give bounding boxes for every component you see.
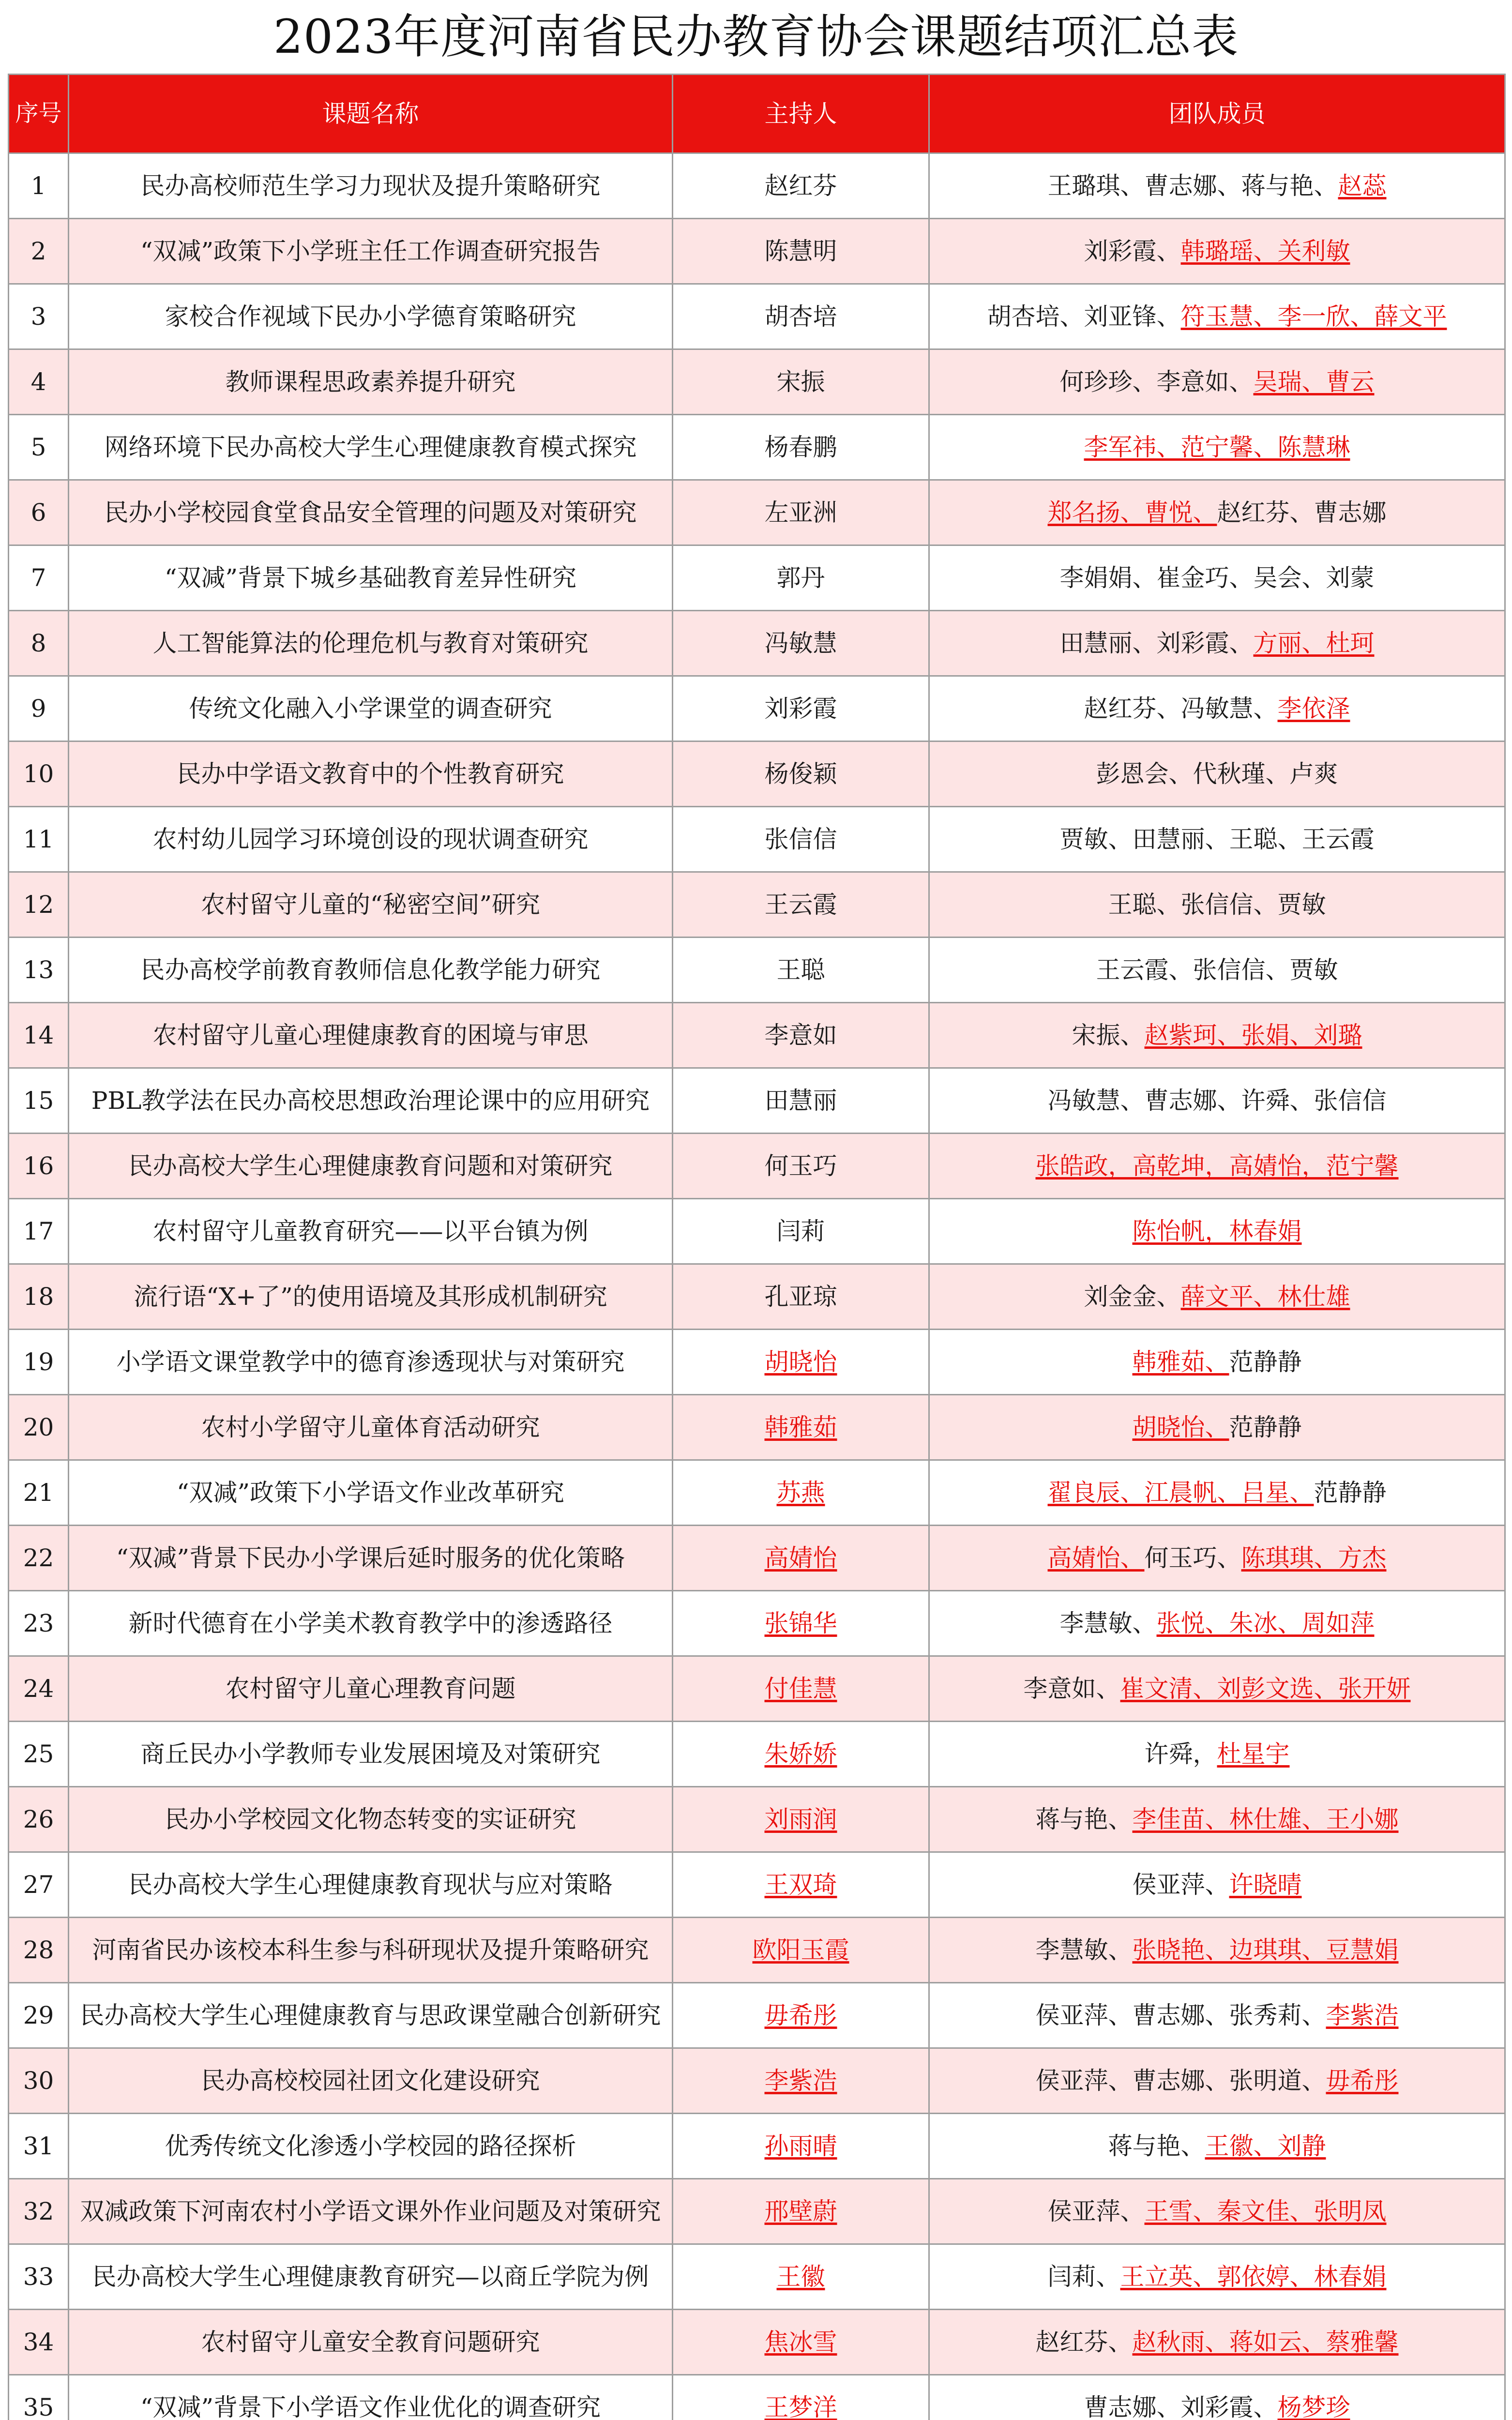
member-link[interactable]: 胡晓怡、 (1132, 1413, 1229, 1441)
member-text: 李意如、 (1023, 1675, 1120, 1703)
row-members (929, 1199, 1505, 1264)
host-name[interactable]: 毋希彤 (764, 2001, 837, 2029)
row-members (929, 1460, 1505, 1526)
row-index: 32 (9, 2179, 69, 2244)
row-topic: 新时代德育在小学美术教育教学中的渗透路径 (69, 1591, 673, 1656)
row-index: 29 (9, 1983, 69, 2048)
row-index: 1 (9, 153, 69, 219)
host-name[interactable]: 王徽 (776, 2263, 825, 2291)
member-link[interactable]: 高婧怡、 (1047, 1544, 1145, 1572)
row-members (929, 2244, 1505, 2310)
member-text: 李慧敏、 (1059, 1609, 1157, 1637)
member-link[interactable]: 赵蕊 (1338, 172, 1387, 200)
row-topic: 传统文化融入小学课堂的调查研究 (69, 676, 673, 741)
row-host (673, 1003, 929, 1068)
row-members (929, 1852, 1505, 1918)
member-link[interactable]: 崔文清、刘彭文选、张开妍 (1120, 1675, 1411, 1703)
table-row (9, 676, 1505, 741)
row-index: 20 (9, 1395, 69, 1460)
host-name[interactable]: 王梦洋 (764, 2393, 837, 2420)
row-members (929, 153, 1505, 219)
row-topic: 民办高校校园社团文化建设研究 (69, 2048, 673, 2114)
row-members (929, 2375, 1505, 2420)
row-topic: 农村留守儿童安全教育问题研究 (69, 2310, 673, 2375)
table-row (9, 2048, 1505, 2114)
row-index: 28 (9, 1918, 69, 1983)
row-members (929, 545, 1505, 611)
member-text: 冯敏慧、曹志娜、许舜、张信信 (1047, 1087, 1387, 1115)
row-index: 19 (9, 1330, 69, 1395)
summary-sheet (8, 0, 1504, 2420)
member-link[interactable]: 郑名扬、曹悦、 (1047, 499, 1217, 527)
row-index: 16 (9, 1134, 69, 1199)
row-topic: 民办高校大学生心理健康教育现状与应对策略 (69, 1852, 673, 1918)
member-text: 侯亚萍、 (1132, 1871, 1229, 1899)
host-name[interactable]: 韩雅茹 (764, 1413, 837, 1441)
member-text: 闫莉、 (1047, 2263, 1120, 2291)
row-members (929, 1591, 1505, 1656)
row-host[interactable] (673, 2048, 929, 2114)
row-topic: 民办高校师范生学习力现状及提升策略研究 (69, 153, 673, 219)
table-row (9, 1983, 1505, 2048)
member-text: 侯亚萍、曹志娜、张秀莉、 (1035, 2001, 1326, 2029)
host-name: 郭丹 (776, 564, 825, 592)
row-index: 3 (9, 284, 69, 349)
table-row (9, 1460, 1505, 1526)
member-text: 王云霞、张信信、贾敏 (1096, 956, 1338, 984)
row-topic: 民办小学校园文化物态转变的实证研究 (69, 1787, 673, 1852)
row-members (929, 807, 1505, 872)
row-topic: 家校合作视域下民办小学德育策略研究 (69, 284, 673, 349)
member-text: 李娟娟、崔金巧、吴会、刘蒙 (1059, 564, 1375, 592)
member-link[interactable]: 王徽、刘静 (1205, 2132, 1326, 2160)
table-body (9, 153, 1505, 2420)
row-host (673, 284, 929, 349)
member-link[interactable]: 陈怡帆，林春娟 (1132, 1217, 1302, 1245)
row-index: 26 (9, 1787, 69, 1852)
member-text: 王聪、张信信、贾敏 (1108, 891, 1326, 919)
member-text: 范静静 (1229, 1348, 1302, 1376)
row-members (929, 2179, 1505, 2244)
host-name: 杨俊颖 (764, 760, 837, 788)
host-name[interactable]: 苏燕 (776, 1479, 825, 1507)
row-host[interactable] (673, 1656, 929, 1722)
row-host (673, 415, 929, 480)
row-host[interactable] (673, 2114, 929, 2179)
row-host[interactable] (673, 2244, 929, 2310)
row-index: 13 (9, 938, 69, 1003)
row-host[interactable] (673, 2179, 929, 2244)
member-text: 何珍珍、李意如、 (1059, 368, 1254, 396)
member-link[interactable]: 李依泽 (1277, 695, 1350, 723)
row-members (929, 284, 1505, 349)
row-index: 34 (9, 2310, 69, 2375)
row-index: 17 (9, 1199, 69, 1264)
row-topic: 双减政策下河南农村小学语文课外作业问题及对策研究 (69, 2179, 673, 2244)
member-link[interactable]: 张悦、朱冰、周如萍 (1156, 1609, 1375, 1637)
host-name: 宋振 (776, 368, 825, 396)
member-link[interactable]: 赵紫珂、张娟、刘璐 (1144, 1021, 1362, 1049)
table-row (9, 1134, 1505, 1199)
host-name: 陈慧明 (764, 237, 837, 265)
row-members (929, 741, 1505, 807)
row-host (673, 1199, 929, 1264)
member-text: 何玉巧、 (1144, 1544, 1241, 1572)
row-host (673, 676, 929, 741)
row-host[interactable] (673, 2310, 929, 2375)
row-topic: 商丘民办小学教师专业发展困境及对策研究 (69, 1722, 673, 1787)
table-row (9, 2179, 1505, 2244)
table-row (9, 2244, 1505, 2310)
row-index: 11 (9, 807, 69, 872)
row-members (929, 1918, 1505, 1983)
member-text: 胡杏培、刘亚锋、 (987, 302, 1181, 331)
row-host (673, 153, 929, 219)
row-members (929, 611, 1505, 676)
row-members (929, 938, 1505, 1003)
host-name[interactable]: 焦冰雪 (764, 2328, 837, 2356)
row-members (929, 872, 1505, 938)
row-topic: “双减”背景下民办小学课后延时服务的优化策略 (69, 1526, 673, 1591)
member-text: 曹志娜、刘彩霞、 (1084, 2393, 1278, 2420)
header-host: 主持人 (673, 75, 929, 153)
member-link[interactable]: 符玉慧、李一欣、薛文平 (1180, 302, 1447, 331)
row-index: 25 (9, 1722, 69, 1787)
row-topic: 网络环境下民办高校大学生心理健康教育模式探究 (69, 415, 673, 480)
row-members (929, 1526, 1505, 1591)
member-link[interactable]: 陈琪琪、方杰 (1241, 1544, 1387, 1572)
member-text: 范静静 (1314, 1479, 1387, 1507)
row-topic: 农村留守儿童心理教育问题 (69, 1656, 673, 1722)
row-index: 22 (9, 1526, 69, 1591)
row-topic: 小学语文课堂教学中的德育渗透现状与对策研究 (69, 1330, 673, 1395)
project-table (8, 74, 1506, 2420)
row-topic: 民办中学语文教育中的个性教育研究 (69, 741, 673, 807)
header-topic: 课题名称 (69, 75, 673, 153)
row-host (673, 1068, 929, 1134)
row-index: 27 (9, 1852, 69, 1918)
row-host (673, 938, 929, 1003)
row-members (929, 1395, 1505, 1460)
member-text: 刘彩霞、 (1084, 237, 1181, 265)
row-members (929, 1003, 1505, 1068)
host-name: 杨春鹏 (764, 433, 837, 461)
table-row (9, 2114, 1505, 2179)
member-link[interactable]: 韩雅茹、 (1132, 1348, 1229, 1376)
member-link[interactable]: 李佳苗、林仕雄、王小娜 (1132, 1805, 1399, 1833)
table-row (9, 153, 1505, 219)
table-row (9, 1656, 1505, 1722)
table-row (9, 1395, 1505, 1460)
host-name: 田慧丽 (764, 1087, 837, 1115)
host-name: 刘彩霞 (764, 695, 837, 723)
row-topic: 农村小学留守儿童体育活动研究 (69, 1395, 673, 1460)
row-index: 6 (9, 480, 69, 545)
row-topic: 农村留守儿童教育研究——以平台镇为例 (69, 1199, 673, 1264)
host-name: 孔亚琼 (764, 1283, 837, 1311)
host-name: 何玉巧 (764, 1152, 837, 1180)
row-host[interactable] (673, 2375, 929, 2420)
host-name[interactable]: 欧阳玉霞 (752, 1936, 849, 1964)
row-index: 4 (9, 349, 69, 415)
row-host[interactable] (673, 1787, 929, 1852)
host-name: 王云霞 (764, 891, 837, 919)
row-host[interactable] (673, 1591, 929, 1656)
row-host[interactable] (673, 1852, 929, 1918)
row-members (929, 219, 1505, 284)
member-text: 李慧敏、 (1035, 1936, 1133, 1964)
row-topic: 人工智能算法的伦理危机与教育对策研究 (69, 611, 673, 676)
row-index: 21 (9, 1460, 69, 1526)
page-title: 2023年度河南省民办教育协会课题结项汇总表 (273, 10, 1239, 64)
member-text: 蒋与艳、 (1108, 2132, 1205, 2160)
member-text: 许舜， (1144, 1740, 1217, 1768)
table-row (9, 2375, 1505, 2420)
row-topic: “双减”背景下城乡基础教育差异性研究 (69, 545, 673, 611)
host-name: 闫莉 (776, 1217, 825, 1245)
table-row (9, 1918, 1505, 1983)
row-index: 33 (9, 2244, 69, 2310)
member-text: 贾敏、田慧丽、王聪、王云霞 (1059, 825, 1375, 853)
row-host (673, 872, 929, 938)
table-row (9, 545, 1505, 611)
table-row (9, 1330, 1505, 1395)
row-topic: 民办高校大学生心理健康教育研究—以商丘学院为例 (69, 2244, 673, 2310)
row-index: 8 (9, 611, 69, 676)
table-row (9, 1199, 1505, 1264)
member-link[interactable]: 毋希彤 (1326, 2067, 1399, 2095)
row-host[interactable] (673, 1330, 929, 1395)
row-topic: 农村留守儿童心理健康教育的困境与审思 (69, 1003, 673, 1068)
header-index: 序号 (9, 75, 69, 153)
table-row (9, 415, 1505, 480)
row-host (673, 611, 929, 676)
row-index: 23 (9, 1591, 69, 1656)
row-topic: 优秀传统文化渗透小学校园的路径探析 (69, 2114, 673, 2179)
row-members (929, 1656, 1505, 1722)
member-text: 王璐琪、曹志娜、蒋与艳、 (1047, 172, 1338, 200)
table-row (9, 1526, 1505, 1591)
table-row (9, 807, 1505, 872)
host-name: 王聪 (776, 956, 825, 984)
row-index: 30 (9, 2048, 69, 2114)
member-link[interactable]: 王立英、郭依婷、林春娟 (1120, 2263, 1387, 2291)
member-link[interactable]: 薛文平、林仕雄 (1180, 1283, 1350, 1311)
member-link[interactable]: 王雪、秦文佳、张明凤 (1144, 2197, 1387, 2225)
member-text: 刘金金、 (1084, 1283, 1181, 1311)
row-members (929, 349, 1505, 415)
host-name: 左亚洲 (764, 499, 837, 527)
member-text: 赵红芬、冯敏慧、 (1084, 695, 1278, 723)
row-topic: “双减”政策下小学语文作业改革研究 (69, 1460, 673, 1526)
row-topic: 流行语“X+了”的使用语境及其形成机制研究 (69, 1264, 673, 1330)
member-link[interactable]: 吴瑞、曹云 (1253, 368, 1375, 396)
table-row (9, 1787, 1505, 1852)
table-row (9, 741, 1505, 807)
row-host[interactable] (673, 1918, 929, 1983)
table-row (9, 349, 1505, 415)
member-link[interactable]: 方丽、杜珂 (1253, 629, 1375, 657)
row-host (673, 545, 929, 611)
host-name: 冯敏慧 (764, 629, 837, 657)
row-topic: 农村幼儿园学习环境创设的现状调查研究 (69, 807, 673, 872)
host-name[interactable]: 张锦华 (764, 1609, 837, 1637)
row-host[interactable] (673, 1460, 929, 1526)
table-row (9, 2310, 1505, 2375)
member-link[interactable]: 翟良辰、江晨帆、吕星、 (1047, 1479, 1314, 1507)
host-name: 李意如 (764, 1021, 837, 1049)
host-name[interactable]: 孙雨晴 (764, 2132, 837, 2160)
header-members: 团队成员 (929, 75, 1505, 153)
row-topic: PBL教学法在民办高校思想政治理论课中的应用研究 (69, 1068, 673, 1134)
row-index: 14 (9, 1003, 69, 1068)
host-name[interactable]: 付佳慧 (764, 1675, 837, 1703)
table-row (9, 1003, 1505, 1068)
row-topic: 民办高校学前教育教师信息化教学能力研究 (69, 938, 673, 1003)
row-index: 35 (9, 2375, 69, 2420)
member-text: 赵红芬、 (1035, 2328, 1133, 2356)
row-host (673, 219, 929, 284)
row-topic: 农村留守儿童的“秘密空间”研究 (69, 872, 673, 938)
row-host[interactable] (673, 1983, 929, 2048)
host-name: 赵红芬 (764, 172, 837, 200)
row-members (929, 1787, 1505, 1852)
table-row (9, 480, 1505, 545)
row-members (929, 1330, 1505, 1395)
row-topic: “双减”政策下小学班主任工作调查研究报告 (69, 219, 673, 284)
host-name: 胡杏培 (764, 302, 837, 331)
table-row (9, 219, 1505, 284)
row-index: 12 (9, 872, 69, 938)
row-index: 24 (9, 1656, 69, 1722)
row-host (673, 349, 929, 415)
table-row (9, 1852, 1505, 1918)
host-name[interactable]: 高婧怡 (764, 1544, 837, 1572)
host-name[interactable]: 朱娇娇 (764, 1740, 837, 1768)
member-text: 宋振、 (1072, 1021, 1145, 1049)
row-members (929, 1722, 1505, 1787)
member-text: 侯亚萍、 (1047, 2197, 1145, 2225)
table-row (9, 1068, 1505, 1134)
member-link[interactable]: 韩璐瑶、关利敏 (1180, 237, 1350, 265)
member-text: 范静静 (1229, 1413, 1302, 1441)
host-name[interactable]: 王双琦 (764, 1871, 837, 1899)
member-link[interactable]: 赵秋雨、蒋如云、蔡雅馨 (1132, 2328, 1399, 2356)
row-members (929, 1264, 1505, 1330)
row-host[interactable] (673, 1722, 929, 1787)
table-row (9, 284, 1505, 349)
row-host (673, 1264, 929, 1330)
row-topic: 民办高校大学生心理健康教育与思政课堂融合创新研究 (69, 1983, 673, 2048)
row-host (673, 480, 929, 545)
row-members (929, 415, 1505, 480)
member-link[interactable]: 杜星宇 (1217, 1740, 1290, 1768)
row-topic: 民办小学校园食堂食品安全管理的问题及对策研究 (69, 480, 673, 545)
member-text: 赵红芬、曹志娜 (1217, 499, 1387, 527)
member-text: 蒋与艳、 (1035, 1805, 1133, 1833)
member-link[interactable]: 杨梦珍 (1277, 2393, 1350, 2420)
row-index: 2 (9, 219, 69, 284)
host-name[interactable]: 邢壁蔚 (764, 2197, 837, 2225)
table-row (9, 611, 1505, 676)
row-index: 18 (9, 1264, 69, 1330)
row-topic: 教师课程思政素养提升研究 (69, 349, 673, 415)
member-text: 侯亚萍、曹志娜、张明道、 (1035, 2067, 1326, 2095)
row-topic: 民办高校大学生心理健康教育问题和对策研究 (69, 1134, 673, 1199)
row-members (929, 2310, 1505, 2375)
row-index: 31 (9, 2114, 69, 2179)
table-row (9, 938, 1505, 1003)
member-text: 彭恩会、代秋瑾、卢爽 (1096, 760, 1338, 788)
row-index: 7 (9, 545, 69, 611)
member-link[interactable]: 张晓艳、边琪琪、豆慧娟 (1132, 1936, 1399, 1964)
host-name[interactable]: 刘雨润 (764, 1805, 837, 1833)
host-name: 张信信 (764, 825, 837, 853)
row-host (673, 1134, 929, 1199)
table-row (9, 1591, 1505, 1656)
row-members (929, 1068, 1505, 1134)
host-name[interactable]: 胡晓怡 (764, 1348, 837, 1376)
row-index: 5 (9, 415, 69, 480)
table-row (9, 872, 1505, 938)
row-members (929, 676, 1505, 741)
row-members (929, 1134, 1505, 1199)
row-host[interactable] (673, 1526, 929, 1591)
row-members (929, 480, 1505, 545)
member-link[interactable]: 李军祎、范宁馨、陈慧琳 (1084, 433, 1350, 461)
row-index: 9 (9, 676, 69, 741)
host-name[interactable]: 李紫浩 (764, 2067, 837, 2095)
member-link[interactable]: 许晓晴 (1229, 1871, 1302, 1899)
row-host (673, 807, 929, 872)
row-index: 10 (9, 741, 69, 807)
row-members (929, 1983, 1505, 2048)
table-row (9, 1722, 1505, 1787)
row-host (673, 741, 929, 807)
row-members (929, 2114, 1505, 2179)
row-index: 15 (9, 1068, 69, 1134)
member-link[interactable]: 张皓政，高乾坤，高婧怡，范宁馨 (1035, 1152, 1399, 1180)
member-text: 田慧丽、刘彩霞、 (1059, 629, 1254, 657)
row-host[interactable] (673, 1395, 929, 1460)
member-link[interactable]: 李紫浩 (1326, 2001, 1399, 2029)
row-topic: 河南省民办该校本科生参与科研现状及提升策略研究 (69, 1918, 673, 1983)
row-members (929, 2048, 1505, 2114)
row-topic: “双减”背景下小学语文作业优化的调查研究 (69, 2375, 673, 2420)
table-row (9, 1264, 1505, 1330)
header-row (9, 75, 1505, 153)
